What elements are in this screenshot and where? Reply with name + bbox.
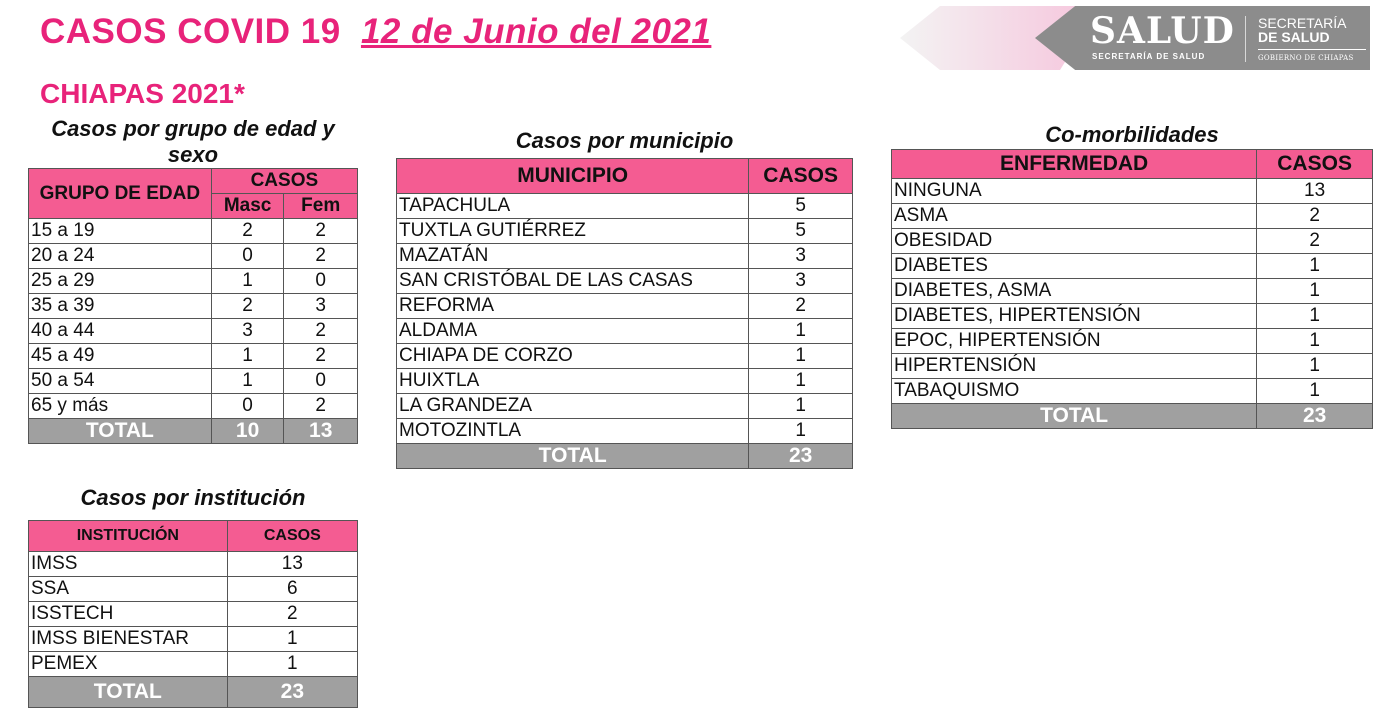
- institution-cases: 1: [227, 627, 357, 652]
- total-row: [29, 677, 358, 708]
- table-row: [397, 369, 853, 394]
- table-row: [397, 194, 853, 219]
- table-row: [892, 304, 1373, 329]
- table-row: [29, 552, 358, 577]
- municipio-table-title: Casos por municipio: [515, 128, 734, 153]
- age-sex-table: [28, 168, 358, 444]
- logo-secretaria-text: SECRETARÍA: [1258, 15, 1347, 31]
- disease-cases: 1: [1257, 304, 1373, 329]
- total-label: TOTAL: [29, 419, 212, 444]
- table-row: [29, 269, 358, 294]
- table-row: [397, 219, 853, 244]
- institution-cases: 2: [227, 602, 357, 627]
- institution-table: [28, 520, 358, 708]
- institution-name: ISSTECH: [29, 602, 228, 627]
- masc-count: 2: [211, 294, 284, 319]
- table-row: [29, 344, 358, 369]
- age-group: 40 a 44: [29, 319, 212, 344]
- salud-logo: [900, 6, 1370, 70]
- disease-name: EPOC, HIPERTENSIÓN: [892, 329, 1257, 354]
- disease-name: OBESIDAD: [892, 229, 1257, 254]
- masc-count: 2: [211, 219, 284, 244]
- title-text: CASOS COVID 19: [40, 12, 341, 51]
- masc-count: 1: [211, 369, 284, 394]
- municipio-cases: 1: [749, 369, 853, 394]
- total-label: TOTAL: [892, 404, 1257, 429]
- total-value: 23: [1257, 404, 1373, 429]
- total-masc: 10: [211, 419, 284, 444]
- table-row: [892, 354, 1373, 379]
- age-group: 15 a 19: [29, 219, 212, 244]
- institution-name: PEMEX: [29, 652, 228, 677]
- logo-divider: [1245, 16, 1246, 62]
- disease-name: HIPERTENSIÓN: [892, 354, 1257, 379]
- table-row: [892, 279, 1373, 304]
- masc-count: 1: [211, 269, 284, 294]
- municipio-name: REFORMA: [397, 294, 749, 319]
- age-group: 25 a 29: [29, 269, 212, 294]
- institution-table-title: Casos por institución: [80, 485, 306, 510]
- table-row: [892, 204, 1373, 229]
- disease-name: DIABETES: [892, 254, 1257, 279]
- masc-count: 0: [211, 394, 284, 419]
- institution-name: SSA: [29, 577, 228, 602]
- table-row: [29, 602, 358, 627]
- fem-count: 0: [284, 369, 358, 394]
- table-row: [29, 394, 358, 419]
- municipio-cases: 5: [749, 219, 853, 244]
- disease-cases: 2: [1257, 229, 1373, 254]
- age-group: 45 a 49: [29, 344, 212, 369]
- table-row: [892, 229, 1373, 254]
- fem-count: 2: [284, 319, 358, 344]
- total-row: [892, 404, 1373, 429]
- table-row: [29, 319, 358, 344]
- col-header-municipio: MUNICIPIO: [397, 159, 749, 194]
- total-label: TOTAL: [397, 444, 749, 469]
- municipio-cases: 3: [749, 244, 853, 269]
- institution-cases: 13: [227, 552, 357, 577]
- table-row: [29, 577, 358, 602]
- disease-name: ASMA: [892, 204, 1257, 229]
- fem-count: 2: [284, 394, 358, 419]
- disease-name: TABAQUISMO: [892, 379, 1257, 404]
- col-header-institucion: INSTITUCIÓN: [29, 521, 228, 552]
- table-row: [29, 627, 358, 652]
- total-row: [29, 419, 358, 444]
- total-row: [397, 444, 853, 469]
- table-row: [397, 394, 853, 419]
- disease-name: DIABETES, ASMA: [892, 279, 1257, 304]
- table-row: [29, 219, 358, 244]
- table-row: [892, 329, 1373, 354]
- total-label: TOTAL: [29, 677, 228, 708]
- comorbidity-table-title: Co-morbilidades: [1045, 122, 1219, 147]
- masc-count: 1: [211, 344, 284, 369]
- municipio-name: HUIXTLA: [397, 369, 749, 394]
- institution-name: IMSS: [29, 552, 228, 577]
- col-header-cases: CASOS: [211, 169, 357, 194]
- col-header-fem: Fem: [284, 194, 358, 219]
- municipio-cases: 1: [749, 319, 853, 344]
- municipio-name: ALDAMA: [397, 319, 749, 344]
- masc-count: 0: [211, 244, 284, 269]
- age-group: 35 a 39: [29, 294, 212, 319]
- disease-cases: 13: [1257, 179, 1373, 204]
- disease-cases: 2: [1257, 204, 1373, 229]
- municipio-table: [396, 158, 853, 469]
- page-title: [40, 12, 711, 52]
- municipio-name: MAZATÁN: [397, 244, 749, 269]
- table-row: [29, 652, 358, 677]
- municipio-name: TAPACHULA: [397, 194, 749, 219]
- fem-count: 2: [284, 344, 358, 369]
- fem-count: 2: [284, 244, 358, 269]
- col-header-group: GRUPO DE EDAD: [29, 169, 212, 219]
- age-group: 65 y más: [29, 394, 212, 419]
- table-row: [397, 294, 853, 319]
- municipio-cases: 1: [749, 344, 853, 369]
- municipio-cases: 3: [749, 269, 853, 294]
- table-row: [397, 319, 853, 344]
- municipio-name: CHIAPA DE CORZO: [397, 344, 749, 369]
- comorbidity-table: [891, 149, 1373, 429]
- col-header-casos: CASOS: [1257, 150, 1373, 179]
- municipio-name: TUXTLA GUTIÉRREZ: [397, 219, 749, 244]
- table-row: [397, 269, 853, 294]
- disease-name: DIABETES, HIPERTENSIÓN: [892, 304, 1257, 329]
- institution-name: IMSS BIENESTAR: [29, 627, 228, 652]
- logo-rule: [1258, 49, 1366, 50]
- table-row: [397, 419, 853, 444]
- disease-cases: 1: [1257, 254, 1373, 279]
- disease-name: NINGUNA: [892, 179, 1257, 204]
- logo-salud-text: SALUD: [1090, 10, 1235, 52]
- disease-cases: 1: [1257, 329, 1373, 354]
- col-header-enfermedad: ENFERMEDAD: [892, 150, 1257, 179]
- logo-de-salud-text: DE SALUD: [1258, 29, 1330, 45]
- age-table-title: Casos por grupo de edad y sexo: [51, 116, 335, 167]
- fem-count: 2: [284, 219, 358, 244]
- municipio-cases: 2: [749, 294, 853, 319]
- report-date: 12 de Junio del 2021: [360, 12, 712, 51]
- municipio-name: LA GRANDEZA: [397, 394, 749, 419]
- col-header-masc: Masc: [211, 194, 284, 219]
- col-header-casos: CASOS: [227, 521, 357, 552]
- total-value: 23: [227, 677, 357, 708]
- municipio-cases: 1: [749, 419, 853, 444]
- municipio-cases: 1: [749, 394, 853, 419]
- table-row: [397, 344, 853, 369]
- total-value: 23: [749, 444, 853, 469]
- table-row: [29, 369, 358, 394]
- col-header-casos: CASOS: [749, 159, 853, 194]
- total-fem: 13: [284, 419, 358, 444]
- logo-gobierno-text: GOBIERNO DE CHIAPAS: [1258, 54, 1354, 62]
- table-row: [892, 379, 1373, 404]
- fem-count: 0: [284, 269, 358, 294]
- table-row: [892, 254, 1373, 279]
- table-row: [29, 244, 358, 269]
- masc-count: 3: [211, 319, 284, 344]
- fem-count: 3: [284, 294, 358, 319]
- table-row: [397, 244, 853, 269]
- logo-salud-subtext: SECRETARÍA DE SALUD: [1092, 52, 1206, 61]
- age-group: 50 a 54: [29, 369, 212, 394]
- table-row: [892, 179, 1373, 204]
- disease-cases: 1: [1257, 379, 1373, 404]
- page-subtitle: CHIAPAS 2021*: [40, 78, 245, 109]
- institution-cases: 1: [227, 652, 357, 677]
- municipio-name: MOTOZINTLA: [397, 419, 749, 444]
- age-group: 20 a 24: [29, 244, 212, 269]
- table-row: [29, 294, 358, 319]
- municipio-cases: 5: [749, 194, 853, 219]
- municipio-name: SAN CRISTÓBAL DE LAS CASAS: [397, 269, 749, 294]
- disease-cases: 1: [1257, 279, 1373, 304]
- institution-cases: 6: [227, 577, 357, 602]
- disease-cases: 1: [1257, 354, 1373, 379]
